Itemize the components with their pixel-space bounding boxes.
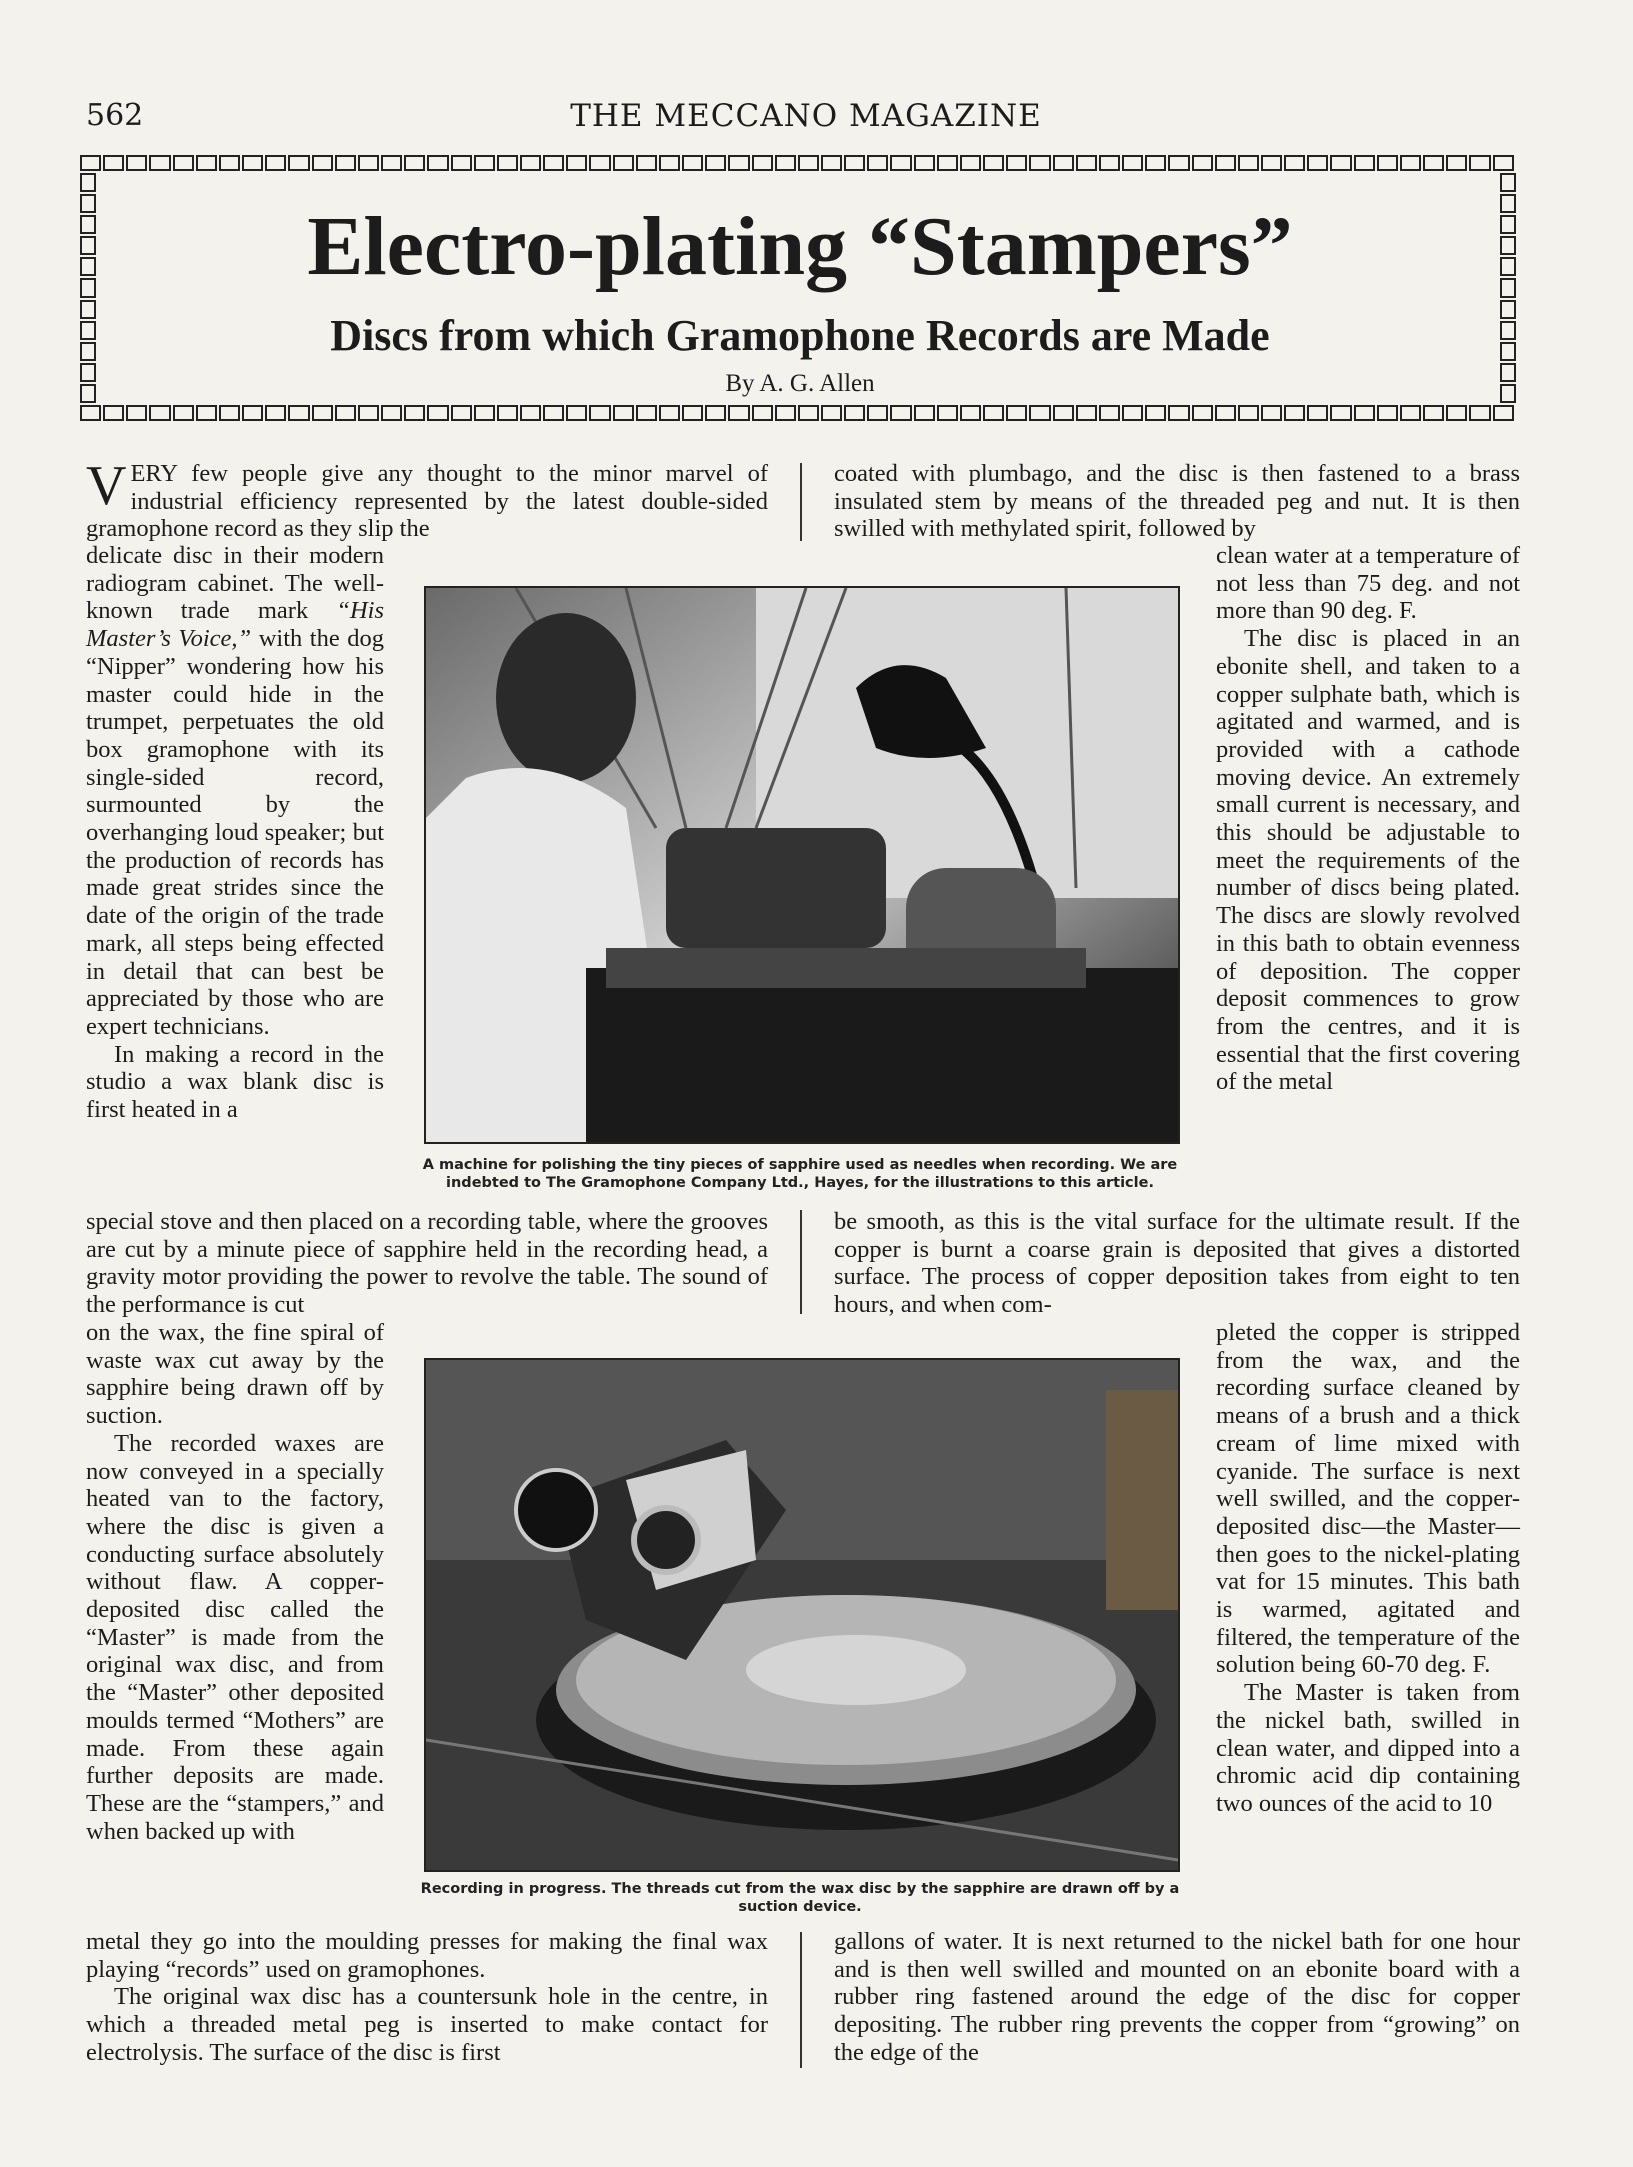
border-square bbox=[80, 215, 96, 234]
border-square bbox=[705, 155, 726, 171]
border-square bbox=[1099, 155, 1120, 171]
border-square bbox=[798, 155, 819, 171]
border-square bbox=[1192, 405, 1213, 421]
border-square bbox=[1168, 405, 1189, 421]
border-square bbox=[1006, 405, 1027, 421]
border-square bbox=[1076, 405, 1097, 421]
border-square bbox=[335, 155, 356, 171]
paragraph-waxes: The recorded waxes are now conveyed in a specially heated van to the factory, where the disc is given a conducting surface absolutely without flaw. A copper-deposited disc called the “Master” is made from the original wax disc, and from the “Master” other deposited moulds termed “Mothers” are made. From these again further deposits are made. These are the “stampers,” and when backed up with bbox=[86, 1429, 384, 1845]
border-square bbox=[1261, 405, 1282, 421]
border-square bbox=[312, 405, 333, 421]
border-square bbox=[149, 155, 170, 171]
border-square bbox=[1446, 405, 1467, 421]
body-text-right-top bbox=[834, 460, 1520, 543]
border-square bbox=[613, 155, 634, 171]
border-square bbox=[1500, 363, 1516, 382]
border-square bbox=[728, 405, 749, 421]
border-square bbox=[1500, 215, 1516, 234]
border-square bbox=[682, 405, 703, 421]
border-square bbox=[682, 155, 703, 171]
border-square bbox=[1122, 155, 1143, 171]
border-square bbox=[798, 405, 819, 421]
border-square bbox=[1215, 155, 1236, 171]
border-square bbox=[427, 155, 448, 171]
border-square bbox=[1215, 405, 1236, 421]
paragraph-copper-bath: The disc is placed in an ebonite shell, and taken to a copper sulphate bath, which is agitated and warmed, and is provided with a cathode moving device. An extremely small current is necessary, and this should be adjustable to meet the requirements of the number of discs being plated. The discs are slowly revolved in this bath to obtain evenness of deposition. The copper deposit commences to grow from the centres, and it is essential that the first covering of the metal bbox=[1216, 625, 1520, 1096]
page-number: 562 bbox=[86, 98, 144, 133]
border-square bbox=[1307, 405, 1328, 421]
border-square bbox=[242, 155, 263, 171]
border-square bbox=[1122, 405, 1143, 421]
border-square bbox=[1330, 405, 1351, 421]
border-square bbox=[659, 405, 680, 421]
border-square bbox=[1029, 405, 1050, 421]
column-rule bbox=[800, 1932, 802, 2068]
border-square bbox=[914, 155, 935, 171]
border-square bbox=[636, 155, 657, 171]
border-square bbox=[474, 155, 495, 171]
border-square bbox=[80, 155, 101, 171]
border-square bbox=[1053, 155, 1074, 171]
border-square bbox=[196, 405, 217, 421]
border-square bbox=[335, 405, 356, 421]
border-square bbox=[1076, 155, 1097, 171]
border-square bbox=[80, 342, 96, 361]
border-square bbox=[983, 405, 1004, 421]
border-square bbox=[1377, 155, 1398, 171]
paragraph-plumbago: coated with plumbago, and the disc is then fastened to a brass insulated stem by means of the threaded peg and nut. It is then swilled with methylated spirit, followed by bbox=[834, 460, 1520, 543]
border-square bbox=[1500, 173, 1516, 192]
border-square bbox=[451, 405, 472, 421]
border-square bbox=[543, 155, 564, 171]
border-square bbox=[960, 405, 981, 421]
border-square bbox=[312, 155, 333, 171]
border-square bbox=[474, 405, 495, 421]
border-square bbox=[914, 405, 935, 421]
border-square bbox=[1500, 257, 1516, 276]
paragraph-intro-cont: delicate disc in their modern radiogram cabinet. The well-known trade mark bbox=[86, 542, 384, 625]
border-square bbox=[80, 173, 96, 192]
photo-recording-in-progress bbox=[424, 1358, 1180, 1872]
body-text-left-narrow-1 bbox=[86, 542, 384, 1124]
border-square bbox=[520, 405, 541, 421]
body-text-left-mid bbox=[86, 1208, 768, 1319]
border-square bbox=[775, 155, 796, 171]
border-square bbox=[867, 405, 888, 421]
border-square bbox=[937, 405, 958, 421]
border-square bbox=[1500, 300, 1516, 319]
column-rule bbox=[800, 463, 802, 541]
border-square bbox=[358, 405, 379, 421]
border-square bbox=[566, 405, 587, 421]
border-square bbox=[173, 405, 194, 421]
border-square bbox=[636, 405, 657, 421]
paragraph-stripping: pleted the copper is stripped from the wax, and the recording surface cleaned by means of a brush and a thick cream of lime mixed with cyanide. The surface is next well swilled, and the copper-deposited disc—the Master—then goes to the nickel-plating vat for 15 minutes. This bath is warmed, agitated and filtered, the temperature of the solution being 60-70 deg. F. bbox=[1216, 1319, 1520, 1679]
border-square bbox=[752, 405, 773, 421]
border-square bbox=[1307, 155, 1328, 171]
border-square bbox=[1354, 405, 1375, 421]
border-square bbox=[1192, 155, 1213, 171]
column-rule bbox=[800, 1210, 802, 1314]
border-square bbox=[1238, 405, 1259, 421]
border-square bbox=[1469, 155, 1490, 171]
border-square bbox=[1145, 155, 1166, 171]
border-square bbox=[1006, 155, 1027, 171]
border-square bbox=[173, 155, 194, 171]
border-square bbox=[890, 405, 911, 421]
border-square bbox=[1330, 155, 1351, 171]
border-square bbox=[126, 155, 147, 171]
border-square bbox=[1493, 155, 1514, 171]
border-square bbox=[1284, 405, 1305, 421]
body-text-right-narrow-1 bbox=[1216, 542, 1520, 1096]
border-square bbox=[844, 155, 865, 171]
border-square bbox=[103, 155, 124, 171]
border-square bbox=[613, 405, 634, 421]
paragraph-recording-cont: special stove and then placed on a recording table, where the grooves are cut by a minute piece of sapphire held in the recording head, a gravity motor providing the power to revolve the table. The sound of the performance is cut bbox=[86, 1208, 768, 1319]
border-square bbox=[821, 155, 842, 171]
border-square bbox=[1500, 342, 1516, 361]
body-text-left-bottom bbox=[86, 1928, 768, 2067]
border-square bbox=[451, 155, 472, 171]
border-square bbox=[1377, 405, 1398, 421]
border-square bbox=[103, 405, 124, 421]
border-square bbox=[1500, 194, 1516, 213]
body-text-left-narrow-2 bbox=[86, 1319, 384, 1845]
photo-sapphire-polishing bbox=[424, 586, 1180, 1144]
body-text-right-narrow-2 bbox=[1216, 1319, 1520, 1818]
border-square bbox=[520, 155, 541, 171]
border-square bbox=[80, 321, 96, 340]
border-square bbox=[1053, 405, 1074, 421]
article-subtitle: Discs from which Gramophone Records are Made bbox=[330, 311, 1270, 360]
border-square bbox=[288, 405, 309, 421]
border-square bbox=[404, 405, 425, 421]
border-square bbox=[265, 155, 286, 171]
border-square bbox=[1500, 236, 1516, 255]
border-square bbox=[126, 405, 147, 421]
border-square bbox=[775, 405, 796, 421]
border-square bbox=[890, 155, 911, 171]
border-square bbox=[589, 405, 610, 421]
border-square bbox=[543, 405, 564, 421]
border-square bbox=[80, 363, 96, 382]
border-square bbox=[1099, 405, 1120, 421]
border-square bbox=[705, 405, 726, 421]
border-square bbox=[265, 405, 286, 421]
border-square bbox=[427, 405, 448, 421]
paragraph-recording: In making a record in the studio a wax blank disc is first heated in a bbox=[86, 1040, 384, 1124]
border-square bbox=[149, 405, 170, 421]
border-square bbox=[80, 278, 96, 297]
border-square bbox=[1469, 405, 1490, 421]
border-square bbox=[219, 405, 240, 421]
border-square bbox=[242, 405, 263, 421]
border-square bbox=[80, 194, 96, 213]
border-square bbox=[1446, 155, 1467, 171]
border-square bbox=[844, 405, 865, 421]
border-square bbox=[1400, 155, 1421, 171]
border-square bbox=[497, 155, 518, 171]
border-square bbox=[1500, 384, 1516, 403]
border-square bbox=[937, 155, 958, 171]
border-square bbox=[1029, 155, 1050, 171]
border-square bbox=[219, 155, 240, 171]
border-square bbox=[288, 155, 309, 171]
drop-cap: V bbox=[86, 455, 127, 517]
body-text-right-bottom bbox=[834, 1928, 1520, 2067]
border-square bbox=[497, 405, 518, 421]
caption-photo-2: Recording in progress. The threads cut from the wax disc by the sapphire are drawn off by a suction device. bbox=[420, 1881, 1180, 1915]
border-square bbox=[381, 155, 402, 171]
border-square bbox=[80, 236, 96, 255]
border-square bbox=[1423, 155, 1444, 171]
paragraph-original-disc: The original wax disc has a countersunk hole in the centre, in which a threaded metal peg is inserted to make contact for electrolysis. The surface of the disc is first bbox=[86, 1983, 768, 2066]
border-square bbox=[1145, 405, 1166, 421]
trademark-text: “His Master’s Voice,” bbox=[86, 597, 384, 653]
border-square bbox=[1261, 155, 1282, 171]
paragraph-recording-end: on the wax, the fine spiral of waste wax cut away by the sapphire being drawn off by suction. bbox=[86, 1319, 384, 1430]
border-square bbox=[589, 155, 610, 171]
border-square bbox=[1238, 155, 1259, 171]
paragraph-waxes-end: metal they go into the moulding presses for making the final wax playing “records” used on gramophones. bbox=[86, 1928, 768, 1983]
border-square bbox=[1284, 155, 1305, 171]
magazine-title: THE MECCANO MAGAZINE bbox=[570, 98, 1042, 134]
border-square bbox=[381, 405, 402, 421]
border-square bbox=[80, 384, 96, 403]
article-title: Electro-plating “Stampers” bbox=[307, 200, 1293, 293]
body-text-left-top bbox=[86, 455, 768, 543]
article-byline: By A. G. Allen bbox=[725, 370, 875, 397]
running-head bbox=[86, 98, 1526, 138]
border-square bbox=[566, 155, 587, 171]
border-square bbox=[196, 155, 217, 171]
border-square bbox=[1400, 405, 1421, 421]
border-square bbox=[960, 155, 981, 171]
paragraph-copper-bath-cont: be smooth, as this is the vital surface for the ultimate result. If the copper is burnt a coarse grain is deposited that gives a distorted surface. The process of copper deposition takes from eight to ten hours, and when com- bbox=[834, 1208, 1520, 1319]
border-square bbox=[80, 257, 96, 276]
paragraph-plumbago-end: clean water at a temperature of not less than 75 deg. and not more than 90 deg. F. bbox=[1216, 542, 1520, 625]
border-square bbox=[1493, 405, 1514, 421]
border-square bbox=[659, 155, 680, 171]
border-square bbox=[80, 405, 101, 421]
paragraph-master-end: gallons of water. It is next returned to the nickel bath for one hour and is then well swilled and mounted on an ebonite board with a rubber ring fastened around the edge of the disc for copper depositing. The rubber ring prevents the copper from “growing” on the edge of the bbox=[834, 1928, 1520, 2066]
border-square bbox=[358, 155, 379, 171]
border-square bbox=[1423, 405, 1444, 421]
border-square bbox=[983, 155, 1004, 171]
paragraph-intro: ERY few people give any thought to the minor marvel of industrial efficiency represented by the latest double-sided gramophone record as they slip the bbox=[86, 460, 768, 543]
border-square bbox=[728, 155, 749, 171]
border-square bbox=[1500, 321, 1516, 340]
caption-photo-1: A machine for polishing the tiny pieces of sapphire used as needles when recording. We are indebted to The Gramophone Company Ltd., Hayes, for the illustrations to this article. bbox=[422, 1157, 1178, 1191]
border-square bbox=[867, 155, 888, 171]
border-square bbox=[1500, 278, 1516, 297]
body-text-right-mid bbox=[834, 1208, 1520, 1319]
border-square bbox=[80, 300, 96, 319]
border-square bbox=[1168, 155, 1189, 171]
border-square bbox=[404, 155, 425, 171]
border-square bbox=[821, 405, 842, 421]
border-square bbox=[752, 155, 773, 171]
paragraph-intro-end: with the dog “Nipper” wondering how his master could hide in the trumpet, perpetuates the old box gramophone with its single-sided record, surmounted by the overhanging loud speaker; but the production of records has made great strides since the date of the origin of the trade mark, all steps being effected in detail that can best be appreciated by those who are expert technicians. bbox=[86, 625, 384, 1040]
paragraph-master: The Master is taken from the nickel bath, swilled in clean water, and dipped into a chromic acid dip containing two ounces of the acid to 10 bbox=[1216, 1679, 1520, 1817]
border-square bbox=[1354, 155, 1375, 171]
